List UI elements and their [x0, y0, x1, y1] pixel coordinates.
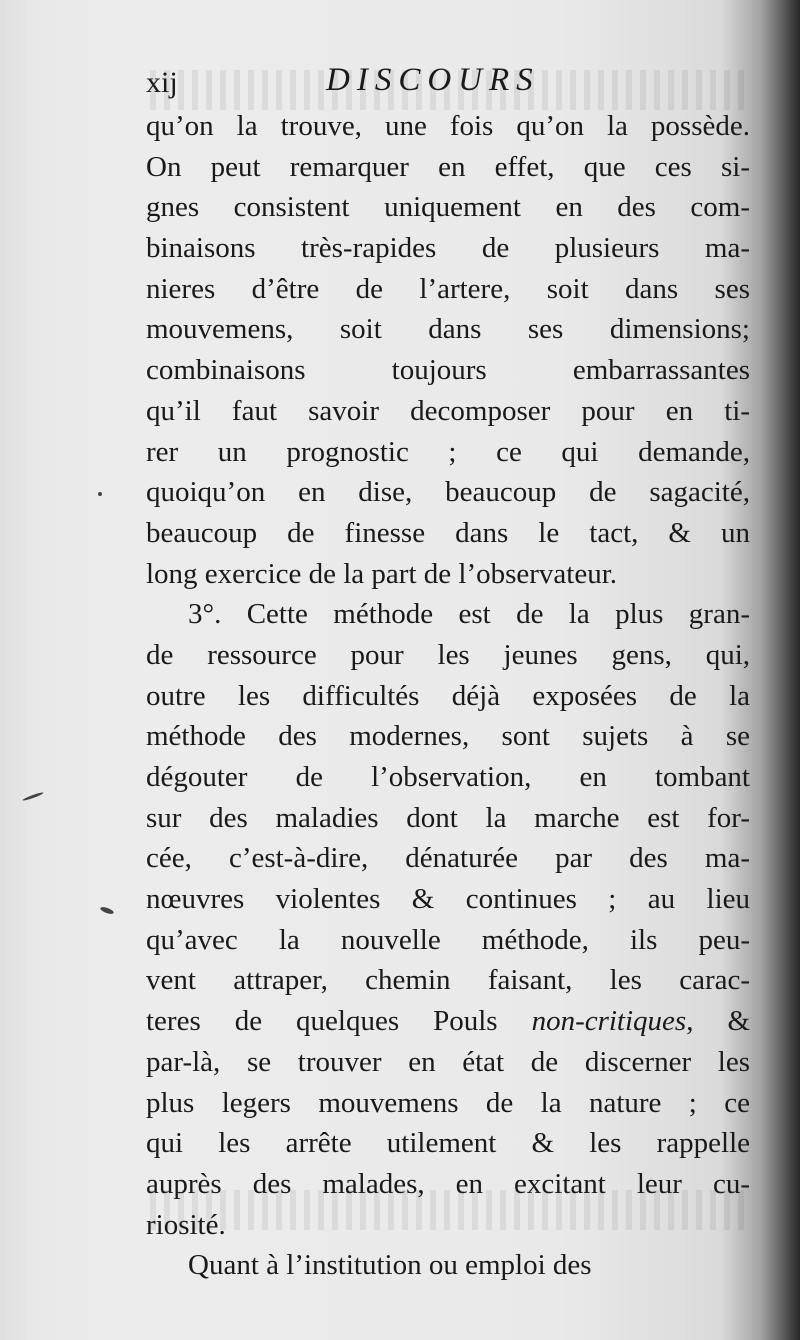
text-line: qu’on la trouve, une fois qu’on la possède. [146, 110, 750, 142]
text-line: nieres d’être de l’artere, soit dans ses [146, 272, 750, 305]
text-line: dégouter de l’observation, en tombant [146, 761, 750, 793]
text-line: sur des maladies dont la marche est for- [146, 801, 750, 834]
text-line: On peut remarquer en effet, que ces si- [146, 150, 750, 183]
text-line: 3°. Cette méthode est de la plus gran- [188, 598, 750, 631]
text-line: vent attraper, chemin faisant, les carac- [146, 964, 750, 997]
text-segment: teres de quelques Pouls [146, 1005, 532, 1038]
text-line: rer un prognostic ; ce qui demande, [146, 435, 750, 468]
text-line: par-là, se trouver en état de discerner les [146, 1045, 750, 1078]
text-line: nœuvres violentes & continues ; au lieu [146, 883, 750, 916]
text-line: beaucoup de finesse dans le tact, & un [146, 516, 750, 549]
text-line: outre les difficultés déjà exposées de la [146, 679, 750, 712]
page-gutter-shadow [760, 0, 800, 1340]
text-line: qu’avec la nouvelle méthode, ils peu- [146, 923, 750, 956]
text-line: quoiqu’on en dise, beaucoup de sagacité, [146, 476, 750, 509]
text-line: mouvemens, soit dans ses dimensions; [146, 313, 750, 346]
text-line: qui les arrête utilement & les rappelle [146, 1127, 750, 1160]
text-segment: , & [686, 1005, 750, 1038]
running-head: DISCOURS [326, 62, 540, 98]
text-line: long exercice de la part de l’observateur. [146, 557, 618, 590]
body-text [146, 106, 750, 1286]
italic-term: non-critiques [531, 1005, 687, 1038]
ink-stain [100, 906, 115, 915]
text-line: Quant à l’institution ou emploi des [188, 1249, 592, 1282]
text-line: auprès des malades, en excitant leur cu- [146, 1167, 750, 1200]
text-line: plus legers mouvemens de la nature ; ce [146, 1086, 750, 1119]
page-header [146, 62, 706, 106]
text-line: combinaisons toujours embarrassantes [146, 354, 750, 387]
page-number: xij [146, 66, 178, 99]
ink-stain [22, 791, 44, 801]
ink-speck [98, 492, 102, 496]
text-line: de ressource pour les jeunes gens, qui, [146, 638, 750, 671]
text-line: méthode des modernes, sont sujets à se [146, 720, 750, 753]
text-line [146, 1001, 750, 1042]
text-line: binaisons très-rapides de plusieurs ma- [146, 232, 750, 265]
text-line: gnes consistent uniquement en des com- [146, 191, 750, 224]
text-line: qu’il faut savoir decomposer pour en ti- [146, 394, 750, 427]
text-line: riosité. [146, 1208, 226, 1241]
text-line: cée, c’est-à-dire, dénaturée par des ma- [146, 842, 750, 875]
